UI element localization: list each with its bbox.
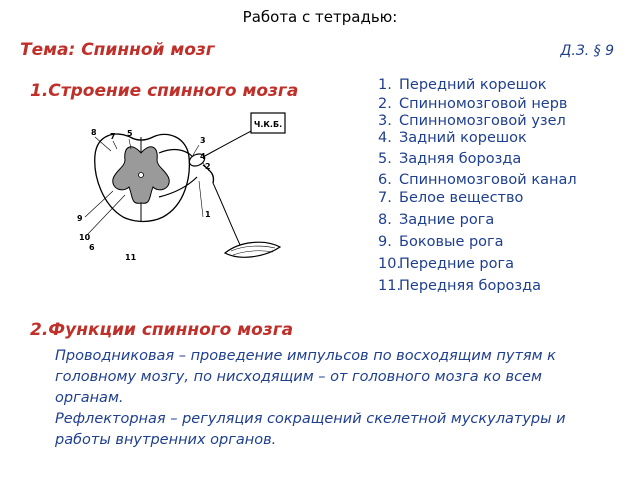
legend-item: 5. Задняя борозда	[378, 151, 522, 167]
diagram-label-4: 4	[200, 152, 206, 161]
legend-item: 10.Передние рога	[378, 256, 514, 272]
legend-item: 6. Спинномозговой канал	[378, 172, 577, 188]
legend-item: 3. Спинномозговой узел	[378, 113, 566, 129]
conduction-function-text: Проводниковая – проведение импульсов по восходящим путям к головному мозгу, по нисходящим – от головного мозга ко всем органам.	[55, 348, 556, 406]
topic-title: Тема: Спинной мозг	[20, 40, 215, 60]
legend-item: 2. Спинномозговой нерв	[378, 96, 568, 112]
diagram-label-2: 2	[205, 162, 211, 171]
diagram-label-3: 3	[200, 136, 206, 145]
homework-label: Д.З. § 9	[560, 43, 614, 59]
section-functions-heading: 2.Функции спинного мозга	[30, 320, 294, 340]
box-label: Ч.К.Б.	[253, 120, 283, 129]
section-structure-heading: 1.Строение спинного мозга	[30, 81, 299, 101]
diagram-label-5: 5	[127, 129, 133, 138]
spinal-cord-diagram	[75, 105, 300, 265]
structure-legend	[378, 78, 633, 294]
diagram-label-11: 11	[125, 253, 137, 262]
legend-item: 7. Белое вещество	[378, 190, 524, 206]
legend-item: 8. Задние рога	[378, 212, 495, 228]
motor-fiber	[213, 183, 241, 247]
legend-item: 9. Боковые рога	[378, 234, 504, 250]
diagram-label-7: 7	[110, 132, 116, 141]
legend-item: 11.Передняя борозда	[378, 278, 542, 294]
diagram-label-1: 1	[205, 210, 211, 219]
functions-text	[55, 346, 615, 451]
central-canal	[139, 173, 144, 178]
legend-item: 4. Задний корешок	[378, 130, 527, 146]
page-header: Работа с тетрадью:	[242, 8, 398, 26]
reflex-function-text: Рефлекторная – регуляция сокращений скелетной мускулатуры и работы внутренних органов.	[55, 411, 566, 448]
diagram-label-6: 6	[89, 243, 95, 252]
diagram-label-8: 8	[91, 128, 97, 137]
diagram-label-10: 10	[79, 233, 91, 242]
legend-item: 1. Передний корешок	[378, 77, 547, 93]
diagram-label-9: 9	[77, 214, 83, 223]
